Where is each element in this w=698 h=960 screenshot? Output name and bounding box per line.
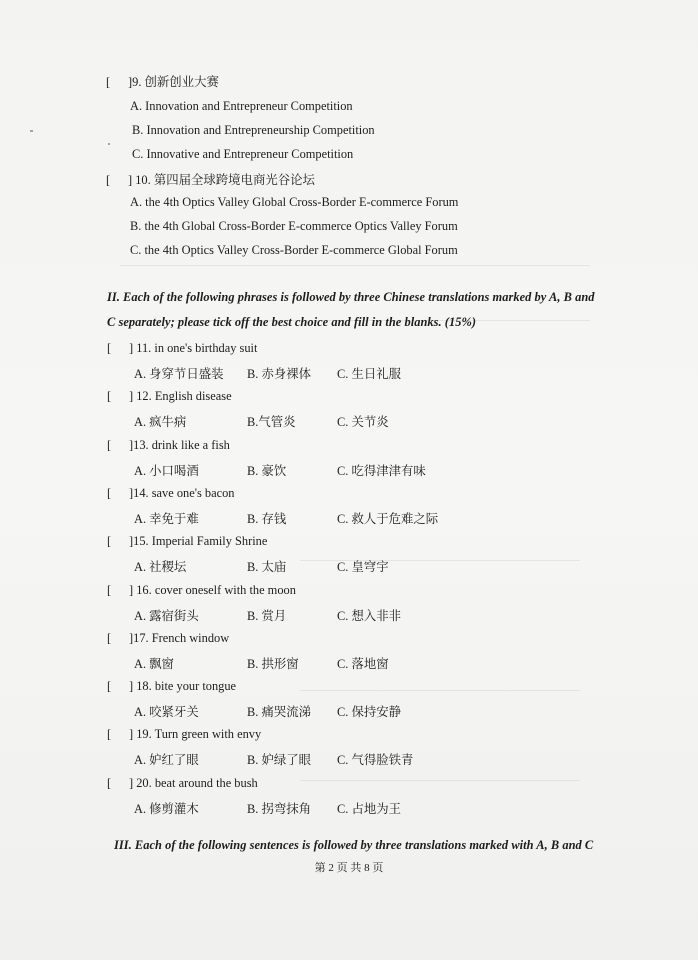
- option-a: A. Innovation and Entrepreneur Competition: [130, 99, 353, 113]
- answer-bracket[interactable]: [: [107, 583, 112, 597]
- page-footer: 第 2 页 共 8 页: [314, 862, 384, 874]
- option-a: A. 飘窗: [134, 657, 174, 671]
- question-number: ]14.: [129, 486, 149, 500]
- option-b: B. Innovation and Entrepreneurship Competition: [132, 123, 375, 137]
- answer-bracket[interactable]: [: [107, 776, 112, 790]
- question-12: [107, 389, 232, 404]
- option-b: B. 拐弯抹角: [247, 802, 312, 816]
- option-c: C. 救人于危难之际: [337, 512, 439, 526]
- scan-speck: [30, 130, 33, 132]
- option-b: B. 太庙: [247, 560, 287, 574]
- question-18: [107, 679, 236, 694]
- question-phrase: Turn green with envy: [154, 727, 262, 741]
- question-9: [106, 72, 219, 90]
- question-phrase: English disease: [154, 389, 232, 403]
- option-c: C. 落地窗: [337, 657, 389, 671]
- question-number: ]15.: [129, 534, 149, 548]
- answer-bracket[interactable]: [: [106, 75, 111, 89]
- option-c: C. 皇穹宇: [337, 560, 389, 574]
- option-c: C. 占地为王: [337, 802, 402, 816]
- option-a: A. 妒红了眼: [134, 753, 199, 767]
- question-14: [107, 486, 234, 501]
- question-prompt: 第四届全球跨境电商光谷论坛: [153, 173, 315, 187]
- question-phrase: bite your tongue: [154, 679, 237, 693]
- option-a: A. 小口喝酒: [134, 464, 199, 478]
- option-c: C. 气得脸铁青: [337, 753, 414, 767]
- option-a: A. 修剪灌木: [134, 802, 199, 816]
- scan-speck: [108, 143, 110, 145]
- question-phrase: save one's bacon: [151, 486, 235, 500]
- question-phrase: beat around the bush: [154, 776, 258, 790]
- option-a: A. 幸免于难: [134, 512, 199, 526]
- option-a: A. 身穿节日盛装: [134, 367, 224, 381]
- question-15: [107, 534, 267, 549]
- bleed-through-line: [120, 265, 590, 266]
- answer-bracket[interactable]: [: [107, 534, 112, 548]
- answer-bracket[interactable]: [: [106, 173, 111, 187]
- option-c: C. 想入非非: [337, 609, 402, 623]
- question-11: [107, 341, 257, 356]
- option-b: B. the 4th Global Cross-Border E-commerce Optics Valley Forum: [130, 219, 458, 233]
- option-b: B. 存钱: [247, 512, 287, 526]
- option-c: C. 吃得津津有味: [337, 464, 426, 478]
- question-phrase: cover oneself with the moon: [154, 583, 296, 597]
- question-prompt: 创新创业大赛: [144, 75, 219, 89]
- question-number: ]9.: [128, 75, 142, 89]
- question-number: ]17.: [129, 631, 149, 645]
- option-c: C. 关节炎: [337, 415, 389, 429]
- section-3-title: III. Each of the following sentences is followed by three translations marked with A, B and C: [114, 838, 594, 852]
- option-b: B. 豪饮: [247, 464, 287, 478]
- option-a: A. 疯牛病: [134, 415, 187, 429]
- question-20: [107, 776, 258, 791]
- option-a: A. 咬紧牙关: [134, 705, 199, 719]
- option-b: B. 赏月: [247, 609, 287, 623]
- question-phrase: drink like a fish: [151, 438, 230, 452]
- question-phrase: French window: [151, 631, 230, 645]
- option-c: C. 保持安静: [337, 705, 402, 719]
- option-a: A. 露宿街头: [134, 609, 199, 623]
- option-b: B. 妒绿了眼: [247, 753, 312, 767]
- question-number: ] 16.: [129, 583, 152, 597]
- question-13: [107, 438, 230, 453]
- question-17: [107, 631, 229, 646]
- question-phrase: in one's birthday suit: [154, 341, 258, 355]
- answer-bracket[interactable]: [: [107, 631, 112, 645]
- answer-bracket[interactable]: [: [107, 438, 112, 452]
- question-phrase: Imperial Family Shrine: [151, 534, 268, 548]
- section-2-title-line-1: II. Each of the following phrases is followed by three Chinese translations marked by A, B and: [107, 290, 595, 304]
- question-number: ] 10.: [128, 173, 151, 187]
- option-b: B. 赤身裸体: [247, 367, 312, 381]
- option-c: C. the 4th Optics Valley Cross-Border E-commerce Global Forum: [130, 243, 458, 257]
- option-a: A. 社稷坛: [134, 560, 187, 574]
- answer-bracket[interactable]: [: [107, 341, 112, 355]
- option-b: B. 拱形窗: [247, 657, 299, 671]
- option-c: C. Innovative and Entrepreneur Competition: [132, 147, 354, 161]
- question-number: ] 11.: [129, 341, 152, 355]
- question-19: [107, 727, 261, 742]
- option-b: B. 痛哭流涕: [247, 705, 312, 719]
- answer-bracket[interactable]: [: [107, 486, 112, 500]
- answer-bracket[interactable]: [: [107, 679, 112, 693]
- bleed-through-line: [300, 780, 580, 781]
- section-2-title-line-2: C separately; please tick off the best choice and fill in the blanks. (15%): [107, 315, 477, 329]
- question-number: ] 20.: [129, 776, 152, 790]
- answer-bracket[interactable]: [: [107, 727, 112, 741]
- question-number: ] 12.: [129, 389, 152, 403]
- question-number: ] 18.: [129, 679, 152, 693]
- bleed-through-line: [300, 690, 580, 691]
- question-number: ]13.: [129, 438, 149, 452]
- option-b: B.气管炎: [247, 415, 296, 429]
- option-a: A. the 4th Optics Valley Global Cross-Border E-commerce Forum: [130, 195, 459, 209]
- question-10: [106, 170, 315, 188]
- question-number: ] 19.: [129, 727, 152, 741]
- question-16: [107, 583, 296, 598]
- option-c: C. 生日礼服: [337, 367, 402, 381]
- answer-bracket[interactable]: [: [107, 389, 112, 403]
